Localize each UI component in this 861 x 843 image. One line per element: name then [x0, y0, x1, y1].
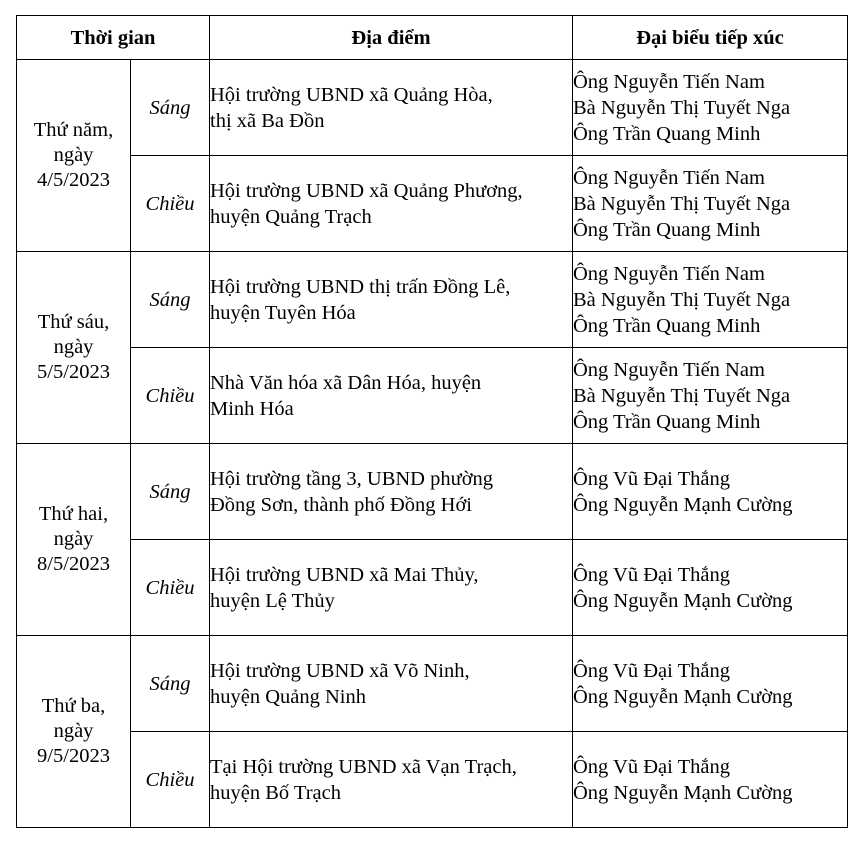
table-row	[17, 60, 848, 156]
table-row	[17, 348, 848, 444]
delegate-name: Ông Vũ Đại Thắng	[573, 755, 730, 778]
place-cell	[210, 252, 573, 348]
day-date: 4/5/2023	[37, 169, 110, 191]
table-row	[17, 156, 848, 252]
delegate-name: Ông Vũ Đại Thắng	[573, 659, 730, 682]
header-time: Thời gian	[17, 16, 210, 60]
day-date: 5/5/2023	[37, 361, 110, 383]
day-cell	[17, 252, 131, 444]
place-line: huyện Quảng Ninh	[210, 685, 367, 708]
session-cell: Chiều	[131, 156, 210, 252]
delegates-cell	[573, 540, 848, 636]
delegate-name: Ông Vũ Đại Thắng	[573, 563, 730, 586]
delegate-name: Ông Nguyễn Mạnh Cường	[573, 493, 793, 516]
delegate-name: Ông Trần Quang Minh	[573, 218, 761, 241]
day-weekday: Thứ hai,	[38, 503, 109, 525]
session-cell: Chiều	[131, 732, 210, 828]
delegate-name: Ông Trần Quang Minh	[573, 122, 761, 145]
place-line: Đồng Sơn, thành phố Đồng Hới	[210, 493, 472, 516]
delegates-cell	[573, 60, 848, 156]
table-row	[17, 252, 848, 348]
place-line: Hội trường UBND xã Mai Thủy,	[210, 563, 479, 586]
place-line: thị xã Ba Đồn	[210, 109, 325, 132]
delegate-name: Ông Nguyễn Tiến Nam	[573, 166, 765, 189]
place-cell	[210, 444, 573, 540]
session-cell: Sáng	[131, 636, 210, 732]
place-cell	[210, 636, 573, 732]
place-line: huyện Tuyên Hóa	[210, 301, 356, 324]
place-line: Tại Hội trường UBND xã Vạn Trạch,	[210, 755, 517, 778]
table-row	[17, 540, 848, 636]
place-line: huyện Lệ Thủy	[210, 589, 335, 612]
place-line: huyện Bố Trạch	[210, 781, 341, 804]
day-date: 9/5/2023	[37, 745, 110, 767]
day-word: ngày	[53, 720, 94, 742]
session-cell: Chiều	[131, 540, 210, 636]
delegate-name: Bà Nguyễn Thị Tuyết Nga	[573, 384, 791, 407]
place-line: Minh Hóa	[210, 397, 294, 420]
delegate-name: Ông Nguyễn Mạnh Cường	[573, 589, 793, 612]
table-row	[17, 732, 848, 828]
session-cell: Sáng	[131, 60, 210, 156]
place-line: Hội trường UBND thị trấn Đồng Lê,	[210, 275, 511, 298]
table-row	[17, 444, 848, 540]
schedule-table	[16, 15, 848, 828]
delegate-name: Ông Nguyễn Tiến Nam	[573, 358, 765, 381]
day-word: ngày	[53, 144, 94, 166]
day-cell	[17, 444, 131, 636]
session-cell: Sáng	[131, 252, 210, 348]
delegate-name: Ông Nguyễn Tiến Nam	[573, 262, 765, 285]
place-line: Hội trường tầng 3, UBND phường	[210, 467, 494, 490]
table-row	[17, 636, 848, 732]
place-line: Hội trường UBND xã Quảng Phương,	[210, 179, 523, 202]
header-delegates: Đại biểu tiếp xúc	[573, 16, 848, 60]
delegates-cell	[573, 252, 848, 348]
place-line: Nhà Văn hóa xã Dân Hóa, huyện	[210, 371, 482, 394]
day-date: 8/5/2023	[37, 553, 110, 575]
delegates-cell	[573, 636, 848, 732]
day-weekday: Thứ năm,	[33, 119, 114, 141]
day-word: ngày	[53, 528, 94, 550]
day-cell	[17, 60, 131, 252]
day-weekday: Thứ sáu,	[37, 311, 110, 333]
place-cell	[210, 540, 573, 636]
delegates-cell	[573, 156, 848, 252]
place-cell	[210, 60, 573, 156]
delegate-name: Ông Nguyễn Tiến Nam	[573, 70, 765, 93]
place-line: huyện Quảng Trạch	[210, 205, 372, 228]
delegate-name: Bà Nguyễn Thị Tuyết Nga	[573, 288, 791, 311]
delegate-name: Ông Vũ Đại Thắng	[573, 467, 730, 490]
delegate-name: Ông Nguyễn Mạnh Cường	[573, 685, 793, 708]
delegates-cell	[573, 732, 848, 828]
delegate-name: Bà Nguyễn Thị Tuyết Nga	[573, 192, 791, 215]
day-weekday: Thứ ba,	[41, 695, 106, 717]
day-cell	[17, 636, 131, 828]
header-place: Địa điểm	[210, 16, 573, 60]
delegate-name: Bà Nguyễn Thị Tuyết Nga	[573, 96, 791, 119]
place-line: Hội trường UBND xã Võ Ninh,	[210, 659, 470, 682]
day-word: ngày	[53, 336, 94, 358]
place-cell	[210, 348, 573, 444]
delegate-name: Ông Trần Quang Minh	[573, 314, 761, 337]
session-cell: Sáng	[131, 444, 210, 540]
place-cell	[210, 732, 573, 828]
delegates-cell	[573, 444, 848, 540]
place-line: Hội trường UBND xã Quảng Hòa,	[210, 83, 493, 106]
place-cell	[210, 156, 573, 252]
header-row	[17, 16, 848, 60]
delegate-name: Ông Trần Quang Minh	[573, 410, 761, 433]
session-cell: Chiều	[131, 348, 210, 444]
delegates-cell	[573, 348, 848, 444]
delegate-name: Ông Nguyễn Mạnh Cường	[573, 781, 793, 804]
